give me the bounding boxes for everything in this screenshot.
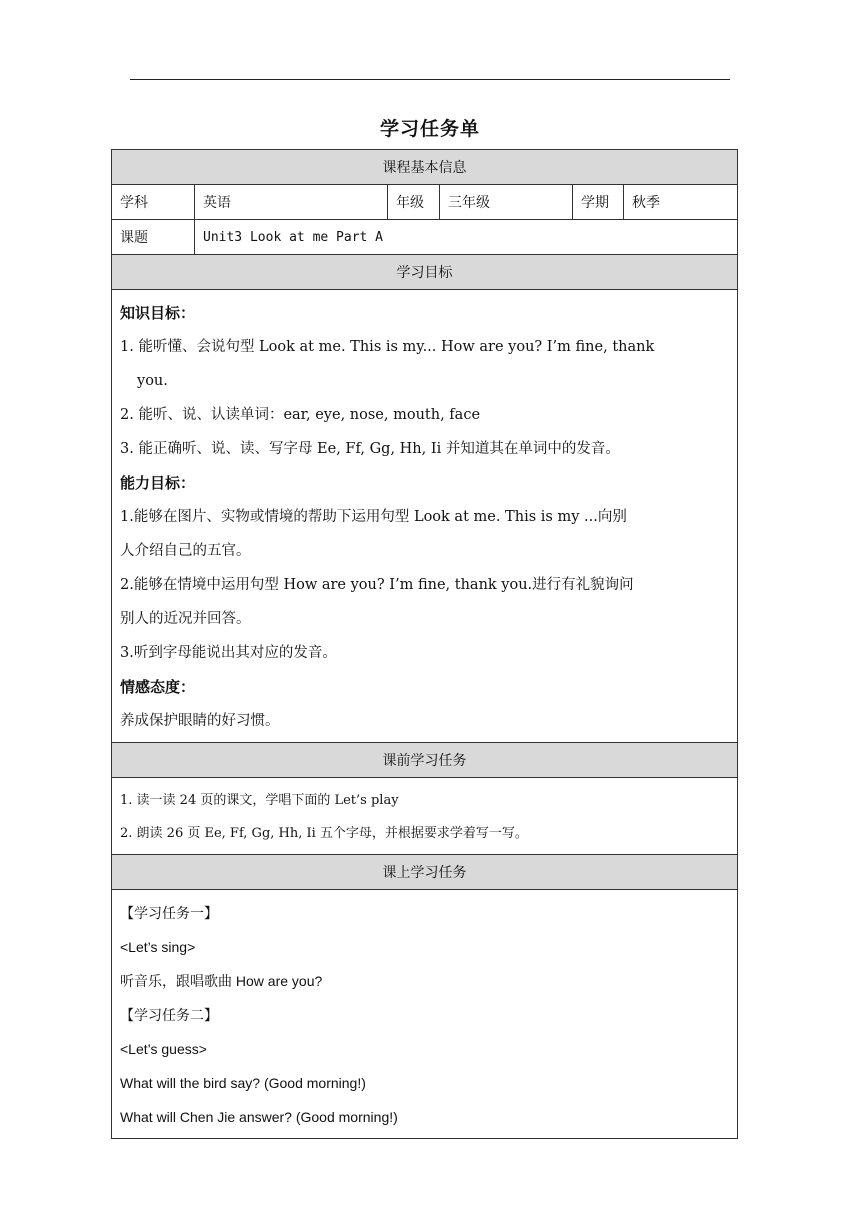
task-2-title: 【学习任务二】	[120, 1007, 218, 1023]
knowledge-objective-3: 3. 能正确听、说、读、写字母 Ee, Ff, Gg, Hh, Ii 并知道其在单词中的发音。	[120, 441, 620, 457]
pre-class-content	[112, 778, 738, 855]
ability-objective-2-cont: 别人的近况并回答。	[120, 611, 251, 627]
task-1-description: 听音乐，跟唱歌曲 How are you?	[120, 973, 323, 989]
term-value: 秋季	[624, 185, 738, 220]
ability-objective-2: 2.能够在情境中运用句型 How are you? I’m fine, thank you.进行有礼貌询问	[120, 577, 634, 593]
task-sheet-table	[111, 149, 738, 1139]
topic-label: 课题	[112, 220, 195, 255]
grade-label: 年级	[388, 185, 440, 220]
knowledge-objective-2: 2. 能听、说、认读单词：ear, eye, nose, mouth, face	[120, 407, 481, 423]
term-label: 学期	[573, 185, 624, 220]
ability-objective-1-cont: 人介绍自己的五官。	[120, 543, 251, 559]
task-1-title: 【学习任务一】	[120, 905, 218, 921]
task-2-activity: <Let’s guess>	[120, 1041, 207, 1057]
subject-label: 学科	[112, 185, 195, 220]
task-2-question-2: What will Chen Jie answer? (Good morning!)	[120, 1109, 398, 1125]
pre-class-item-1: 1. 读一读 24 页的课文，学唱下面的 Let’s play	[120, 793, 399, 808]
task-1-activity: <Let’s sing>	[120, 939, 196, 955]
section-header-pre-class: 课前学习任务	[112, 743, 738, 778]
page-title: 学习任务单	[379, 118, 480, 140]
knowledge-objective-1: 1. 能听懂、会说句型 Look at me. This is my... How are you? I’m fine, thank	[120, 339, 655, 355]
ability-objective-3: 3.听到字母能说出其对应的发音。	[120, 645, 337, 661]
ability-objective-1: 1.能够在图片、实物或情境的帮助下运用句型 Look at me. This is my ...向别	[120, 509, 627, 525]
section-header-basic-info: 课程基本信息	[112, 150, 738, 185]
in-class-content	[112, 890, 738, 1139]
section-header-objectives: 学习目标	[112, 255, 738, 290]
attitude-objectives-title: 情感态度：	[120, 678, 196, 696]
objectives-content	[112, 290, 738, 743]
knowledge-objective-1-cont: you.	[137, 373, 168, 389]
knowledge-objectives-title: 知识目标：	[120, 304, 196, 322]
pre-class-item-2: 2. 朗读 26 页 Ee, Ff, Gg, Hh, Ii 五个字母，并根据要求学着写一写。	[120, 826, 528, 841]
grade-value: 三年级	[440, 185, 573, 220]
topic-value: Unit3 Look at me Part A	[195, 220, 738, 255]
subject-value: 英语	[195, 185, 388, 220]
header-rule	[130, 79, 730, 80]
task-2-question-1: What will the bird say? (Good morning!)	[120, 1075, 366, 1091]
ability-objectives-title: 能力目标：	[120, 474, 196, 492]
attitude-objective-1: 养成保护眼睛的好习惯。	[120, 713, 280, 729]
section-header-in-class: 课上学习任务	[112, 855, 738, 890]
